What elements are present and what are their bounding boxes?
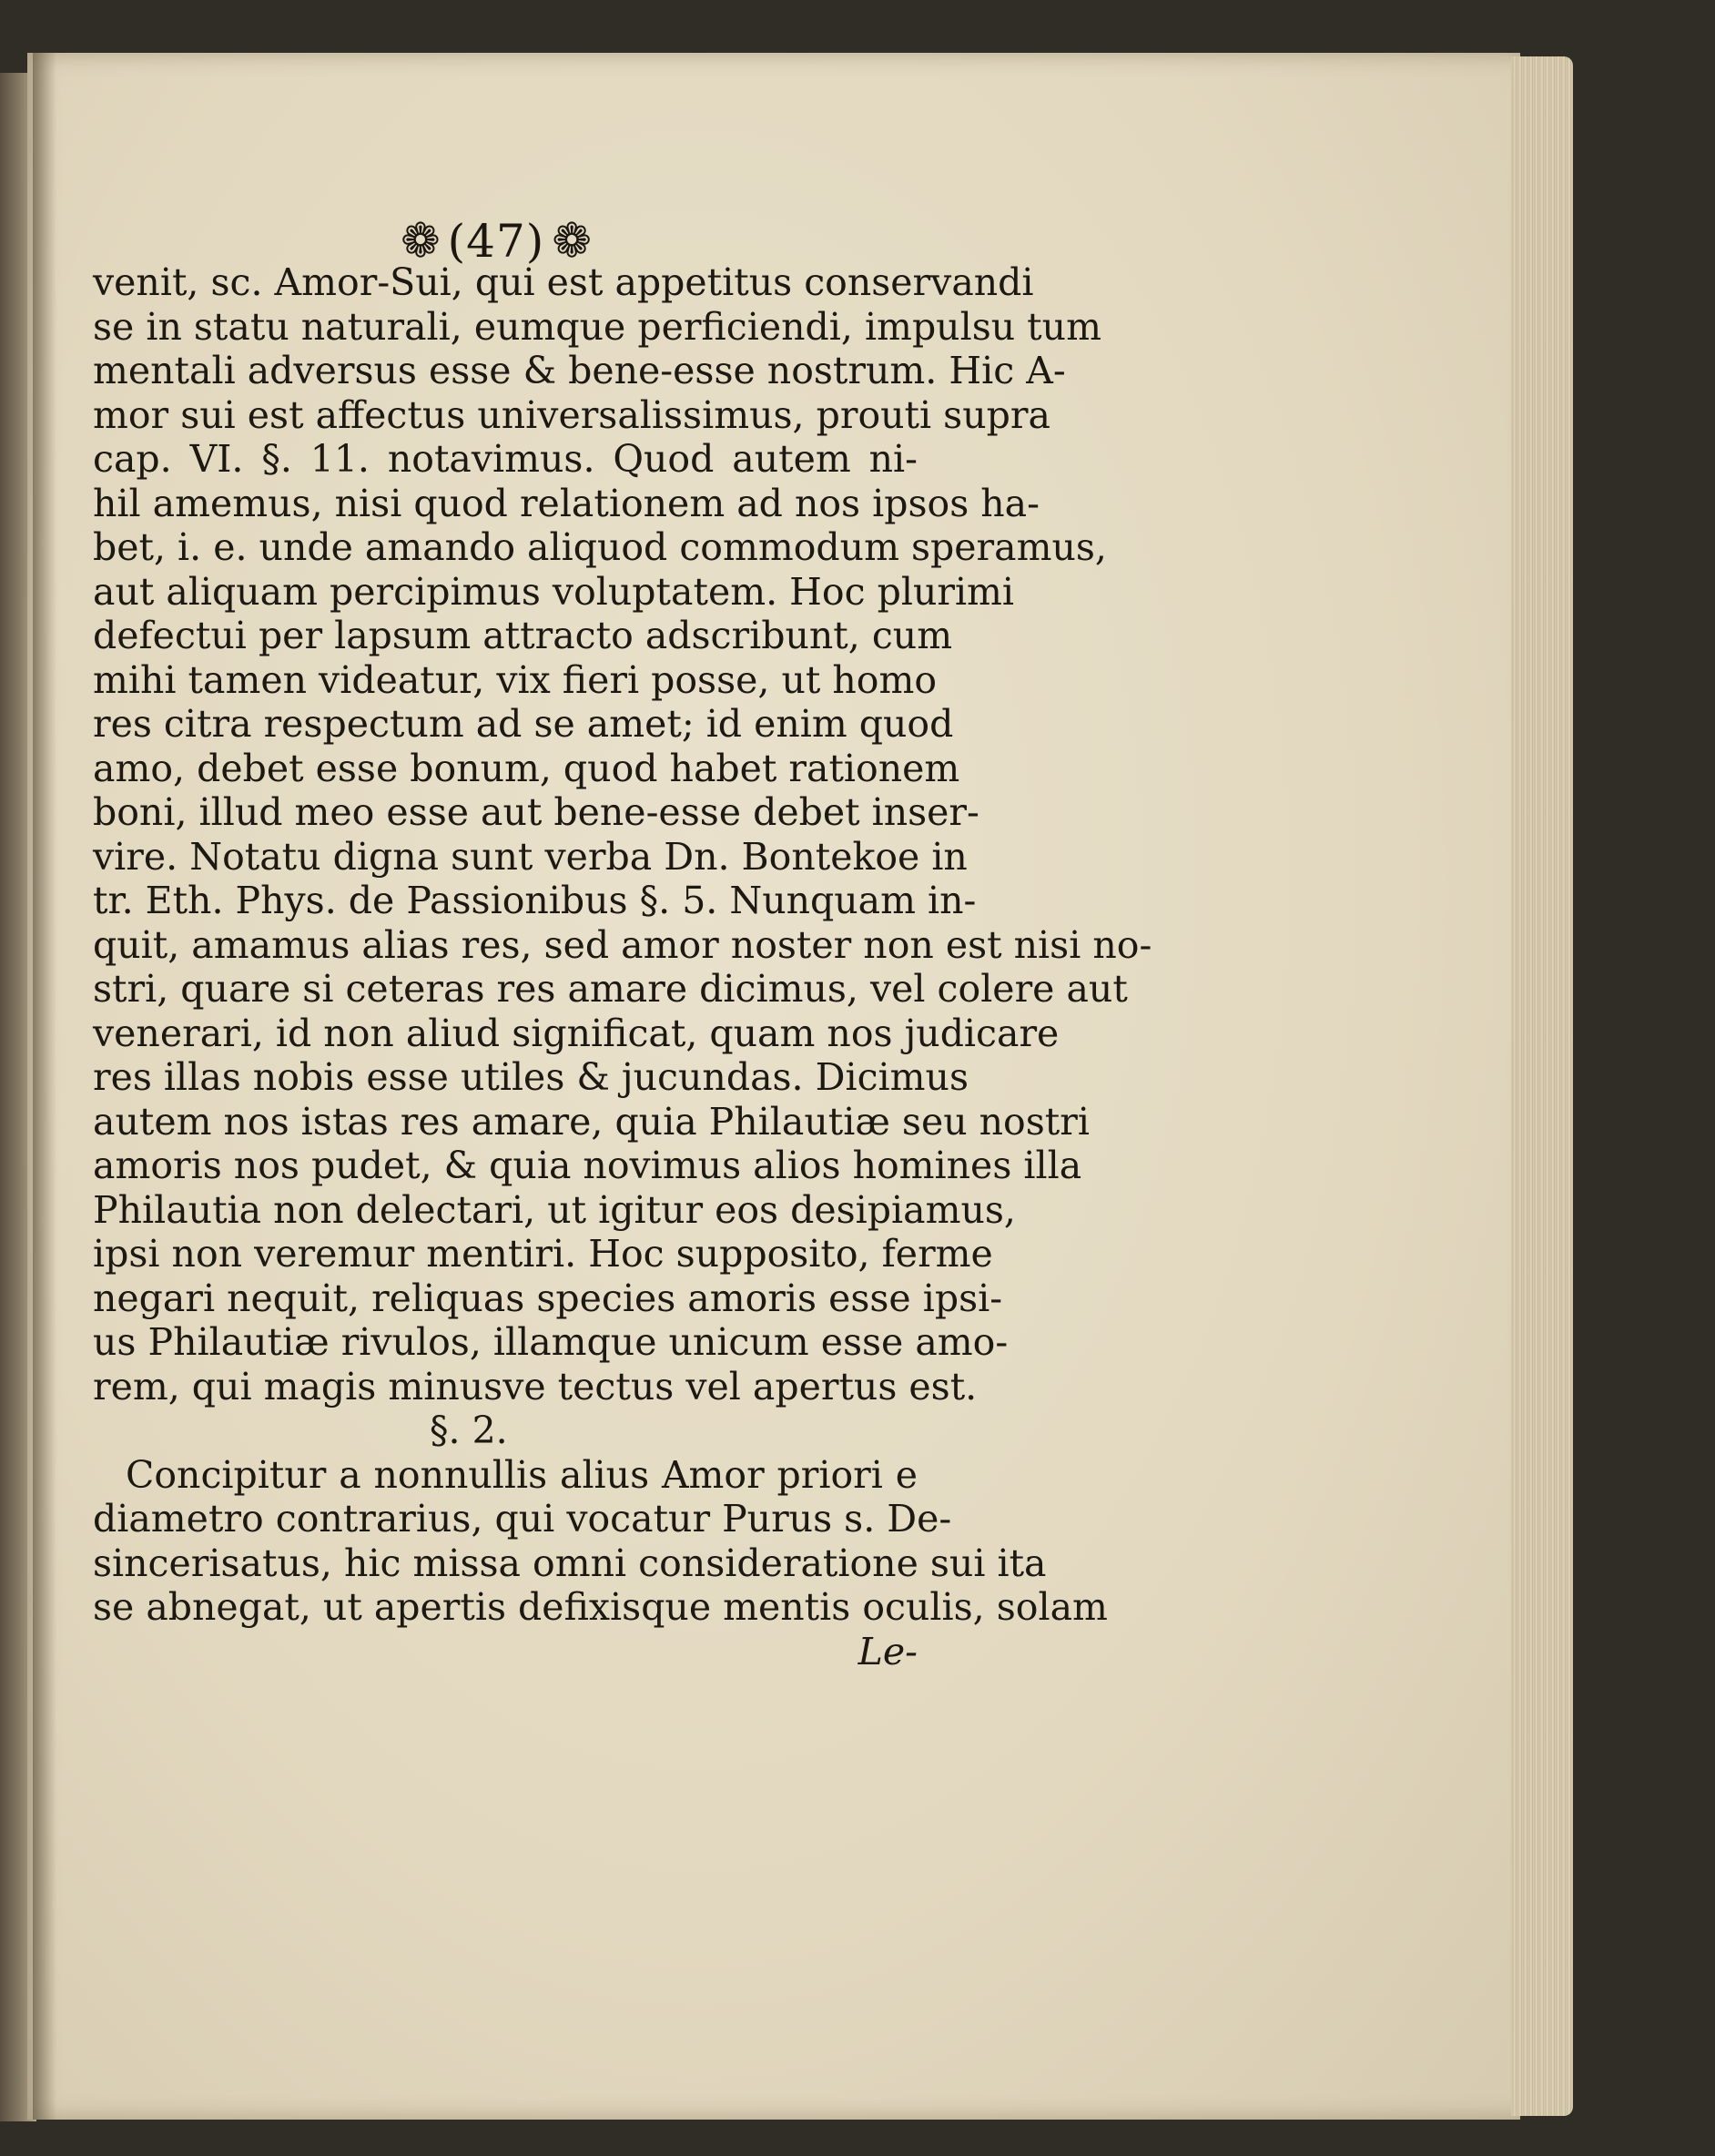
section-heading: §. 2.: [430, 1409, 508, 1452]
text-line: ipsi non veremur mentiri. Hoc supposito, ferme: [93, 1232, 993, 1276]
text-line: bet, i. e. unde amando aliquod commodum speramus,: [93, 525, 1107, 569]
text-line: aut aliquam percipimus voluptatem. Hoc plurimi: [93, 569, 1015, 614]
text-line: stri, quare si ceteras res amare dicimus, vel colere aut: [93, 967, 1128, 1011]
text-line: autem nos istas res amare, quia Philautiæ seu nostri: [93, 1099, 1090, 1144]
text-line: sincerisatus, hic missa omni consideratione sui ita: [93, 1541, 1047, 1585]
text-line: us Philautiæ rivulos, illamque unicum esse amo-: [93, 1320, 1009, 1364]
text-line: tr. Eth. Phys. de Passionibus §. 5. Nunquam in-: [93, 879, 977, 922]
text-line: venerari, id non aliud significat, quam nos judicare: [93, 1011, 1060, 1055]
text-line: defectui per lapsum attracto adscribunt, cum: [93, 614, 953, 657]
text-line: boni, illud meo esse aut bene-esse debet inser-: [93, 790, 979, 834]
text-line: quit, amamus alias res, sed amor noster non est nisi no-: [93, 922, 1152, 967]
text-line: venit, sc. Amor-Sui, qui est appetitus conservandi: [93, 260, 1034, 304]
text-line: diametro contrarius, qui vocatur Purus s. De-: [93, 1497, 952, 1541]
flower-ornament-icon: ❁: [401, 214, 441, 269]
text-line: se abnegat, ut apertis defixisque mentis oculis, solam: [93, 1585, 1108, 1629]
page-number: (47): [447, 215, 545, 268]
flower-ornament-icon: ❁: [552, 214, 592, 269]
text-line: mentali adversus esse & bene-esse nostrum. Hic A-: [93, 349, 1066, 392]
text-line: amo, debet esse bonum, quod habet rationem: [93, 746, 960, 790]
catchword: Le-: [858, 1629, 918, 1673]
page-stack-edges: [1511, 56, 1573, 2116]
text-line: negari nequit, reliquas species amoris esse ipsi-: [93, 1276, 1003, 1320]
text-line: amoris nos pudet, & quia novimus alios homines illa: [93, 1144, 1082, 1187]
text-line: vire. Notatu digna sunt verba Dn. Bontekoe in: [93, 834, 968, 879]
page-gutter-shadow: [33, 53, 56, 2120]
text-line: res citra respectum ad se amet; id enim quod: [93, 702, 954, 746]
text-line: mihi tamen videatur, vix fieri posse, ut homo: [93, 657, 938, 702]
text-line: mor sui est affectus universalissimus, prouti supra: [93, 392, 1050, 437]
text-line: hil amemus, nisi quod relationem ad nos ipsos ha-: [93, 481, 1040, 525]
text-line: Philautia non delectari, ut igitur eos desipiamus,: [93, 1187, 1016, 1232]
text-line: res illas nobis esse utiles & jucundas. Dicimus: [93, 1055, 969, 1099]
text-line: Concipitur a nonnullis alius Amor priori e: [126, 1452, 918, 1497]
body-text: [93, 260, 1152, 1673]
text-line: rem, qui magis minusve tectus vel apertus est.: [93, 1364, 978, 1409]
text-line: se in statu naturali, eumque perficiendi, impulsu tum: [93, 304, 1101, 349]
text-line: cap. VI. §. 11. notavimus. Quod autem ni-: [93, 437, 918, 481]
